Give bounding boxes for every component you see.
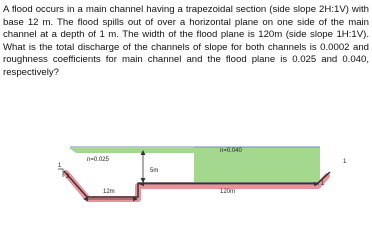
n-flood-label: n=0.040: [220, 148, 242, 154]
slope-triangle-left: [58, 169, 63, 177]
flood-width-label: 120m: [220, 189, 236, 195]
problem-statement: A flood occurs in a main channel having a trapezoidal section (side slope 2H:1V) with base 12 m. The flood spills out of over a horizontal plane on one side of the main channel at a depth of 1 m. The width of the flood plane is 120m (side slope 1H:1V). What is the total discharge of the channels of slope for both channels is 0.0002 and roughness coefficients for main channel and the flood plane is 0.025 and 0.040, respectively?: [3, 4, 369, 78]
slope-right-label: 1: [321, 181, 325, 187]
slope-far-label: 1: [343, 159, 347, 165]
n-main-label: n=0.025: [87, 157, 109, 163]
depth-label: 5m: [150, 168, 159, 174]
slope-left-h-label: 1: [58, 163, 62, 169]
base-width-label: 12m: [103, 189, 115, 195]
slope-left-v-label: 2: [66, 174, 70, 180]
main-channel-water: [69, 148, 194, 153]
